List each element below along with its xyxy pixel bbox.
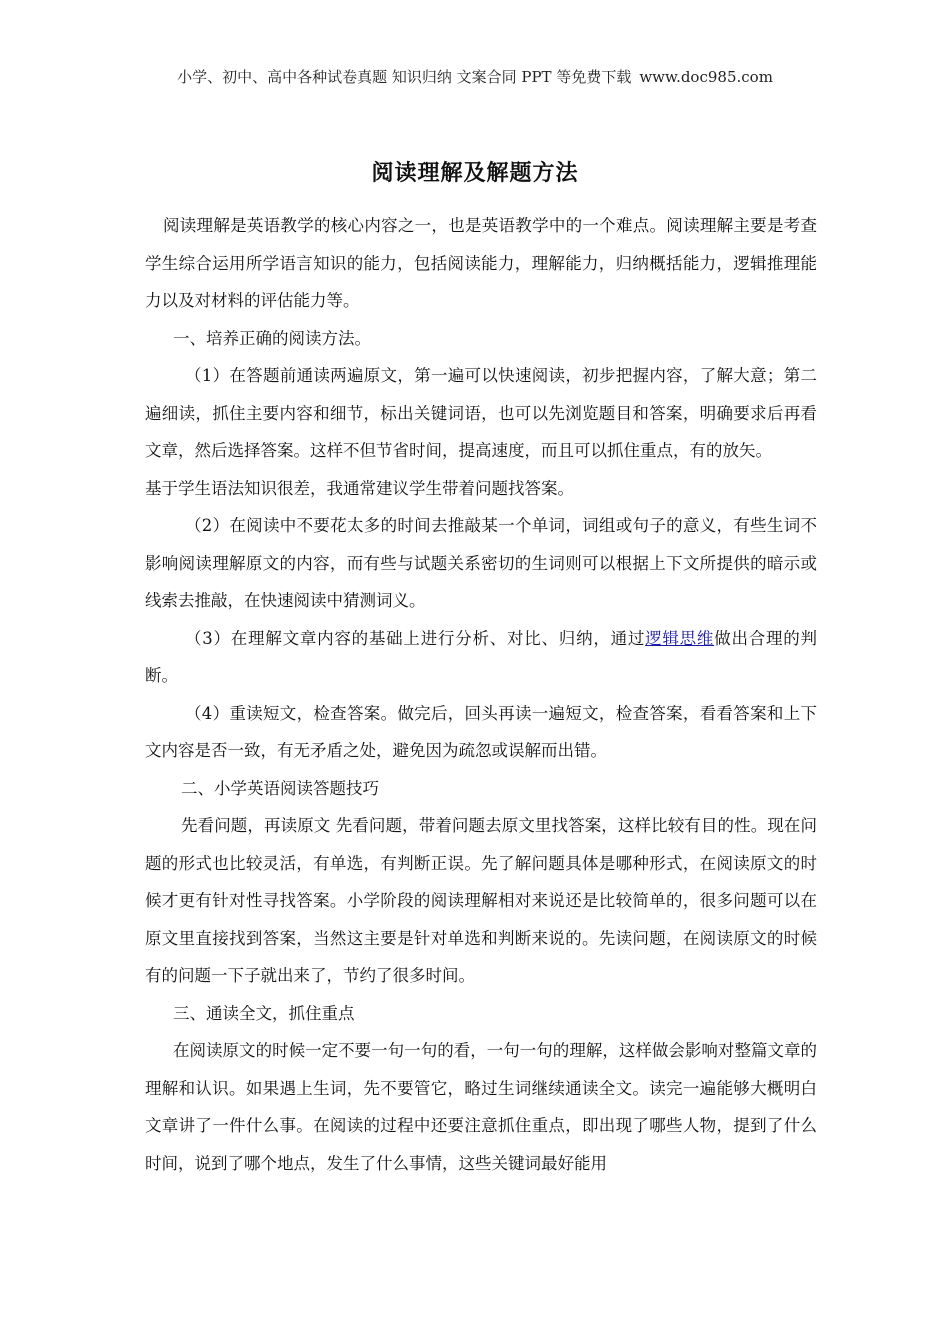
header-text: 小学、初中、高中各种试卷真题 知识归纳 文案合同 PPT 等免费下载 <box>177 68 632 86</box>
paragraph-3-text-before: （3）在理解文章内容的基础上进行分析、对比、归纳，通过 <box>185 628 646 648</box>
paragraph-6: 在阅读原文的时候一定不要一句一句的看，一句一句的理解，这样做会影响对整篇文章的理解和认识。如果遇上生词，先不要管它，略过生词继续通读全文。读完一遍能够大概明白文章讲了一件什么事。在阅读的过程中还要注意抓住重点，即出现了哪些人物，提到了什么时间，说到了哪个地点，发生了什么事情，这些关键词最好能用 <box>145 1041 817 1173</box>
paragraph-1b: 基于学生语法知识很差，我通常建议学生带着问题找答案。 <box>145 478 574 498</box>
paragraph-5: 先看问题，再读原文 先看问题，带着问题去原文里找答案，这样比较有目的性。现在问题的形式也比较灵活，有单选，有判断正误。先了解问题具体是哪种形式，在阅读原文的时候才更有针对性寻找答案。小学阶段的阅读理解相对来说还是比较简单的，很多问题可以在原文里直接找到答案，当然这主要是针对单选和判断来说的。先读问题，在阅读原文的时候有的问题一下子就出来了，节约了很多时间。 <box>145 816 817 985</box>
header-site: www.doc985.com <box>639 68 773 86</box>
paragraph-2: （2）在阅读中不要花太多的时间去推敲某一个单词，词组或句子的意义，有些生词不影响阅读理解原文的内容，而有些与试题关系密切的生词则可以根据上下文所提供的暗示或线索去推敲，在快速阅读中猜测词义。 <box>145 516 817 610</box>
document-title: 阅读理解及解题方法 <box>371 160 579 186</box>
section-heading-2: 二、小学英语阅读答题技巧 <box>181 778 379 798</box>
document-body <box>145 207 817 1182</box>
logic-thinking-link[interactable]: 逻辑思维 <box>645 628 715 648</box>
paragraph-3-text-after: 做出合理的判断。 <box>145 628 818 685</box>
page-header <box>0 66 950 87</box>
paragraph-4: （4）重读短文，检查答案。做完后，回头再读一遍短文，检查答案，看看答案和上下文内容是否一致，有无矛盾之处，避免因为疏忽或误解而出错。 <box>145 703 817 760</box>
section-heading-3: 三、通读全文，抓住重点 <box>173 1003 355 1023</box>
section-heading-1: 一、培养正确的阅读方法。 <box>173 328 371 348</box>
paragraph-3 <box>145 620 817 695</box>
intro-paragraph: 阅读理解是英语教学的核心内容之一，也是英语教学中的一个难点。阅读理解主要是考查学生综合运用所学语言知识的能力，包括阅读能力，理解能力，归纳概括能力，逻辑推理能力以及对材料的评估能力等。 <box>145 216 817 310</box>
paragraph-1: （1）在答题前通读两遍原文，第一遍可以快速阅读，初步把握内容，了解大意；第二遍细读，抓住主要内容和细节，标出关键词语，也可以先浏览题目和答案，明确要求后再看文章，然后选择答案。这样不但节省时间，提高速度，而且可以抓住重点，有的放矢。 <box>145 366 817 460</box>
